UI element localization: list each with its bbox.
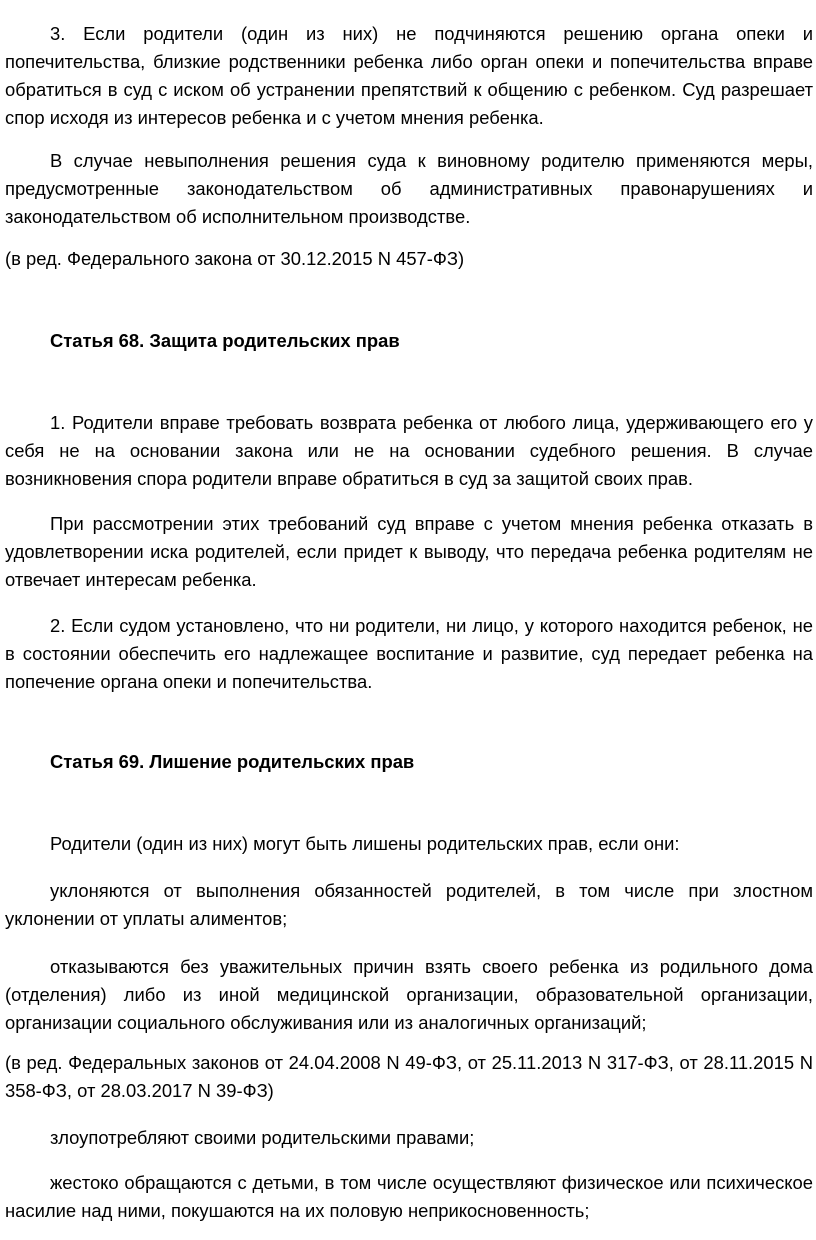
list-item-alimony: уклоняются от выполнения обязанностей родителей, в том числе при злостном уклонении от уплаты алиментов; (5, 880, 813, 929)
paragraph-art68-consideration: При рассмотрении этих требований суд вправе с учетом мнения ребенка отказать в удовлетворении иска родителей, если придет к выводу, что передача ребенка родителям не отвечает интересам ребенка. (5, 513, 813, 590)
article-69-heading: Статья 69. Лишение родительских прав (50, 751, 415, 772)
paragraph-art68-item2: 2. Если судом установлено, что ни родители, ни лицо, у которого находится ребенок, не в состоянии обеспечить его надлежащее воспитание и развитие, суд передает ребенка на попечение органа опеки и попечительства. (5, 615, 813, 692)
paragraph-art68-item1: 1. Родители вправе требовать возврата ребенка от любого лица, удерживающего его у себя не на основании закона или не на основании судебного решения. В случае возникновения спора родители вправе обратиться в суд за защитой своих прав. (5, 412, 813, 489)
paragraph-art67-nonexecution: В случае невыполнения решения суда к виновному родителю применяются меры, предусмотренные законодательством об административных правонарушениях и законодательством об исполнительном производстве. (5, 150, 813, 227)
paragraph-art67-item3: 3. Если родители (один из них) не подчиняются решению органа опеки и попечительства, близкие родственники ребенка либо орган опеки и попечительства вправе обратиться в суд с иском об устранении препятствий к общению с ребенком. Суд разрешает спор исходя из интересов ребенка и с учетом мнения ребенка. (5, 23, 813, 128)
amendment-note-2015: (в ред. Федерального закона от 30.12.2015 N 457-ФЗ) (5, 248, 465, 269)
paragraph-art69-intro: Родители (один из них) могут быть лишены родительских прав, если они: (50, 833, 680, 854)
list-item-abuse-of-rights: злоупотребляют своими родительскими правами; (50, 1127, 475, 1148)
amendment-note-laws: (в ред. Федеральных законов от 24.04.2008 N 49-ФЗ, от 25.11.2013 N 317-ФЗ, от 28.11.2015 N 358-ФЗ, от 28.03.2017 N 39-ФЗ) (5, 1052, 813, 1101)
article-68-heading: Статья 68. Защита родительских прав (50, 330, 400, 351)
list-item-maternity-refusal: отказываются без уважительных причин взять своего ребенка из родильного дома (отделения) либо из иной медицинской организации, образовательной организации, организации социального обслуживания или из аналогичных организаций; (5, 956, 813, 1033)
list-item-cruel-treatment: жестоко обращаются с детьми, в том числе осуществляют физическое или психическое насилие над ними, покушаются на их половую неприкосновенность; (5, 1172, 813, 1221)
